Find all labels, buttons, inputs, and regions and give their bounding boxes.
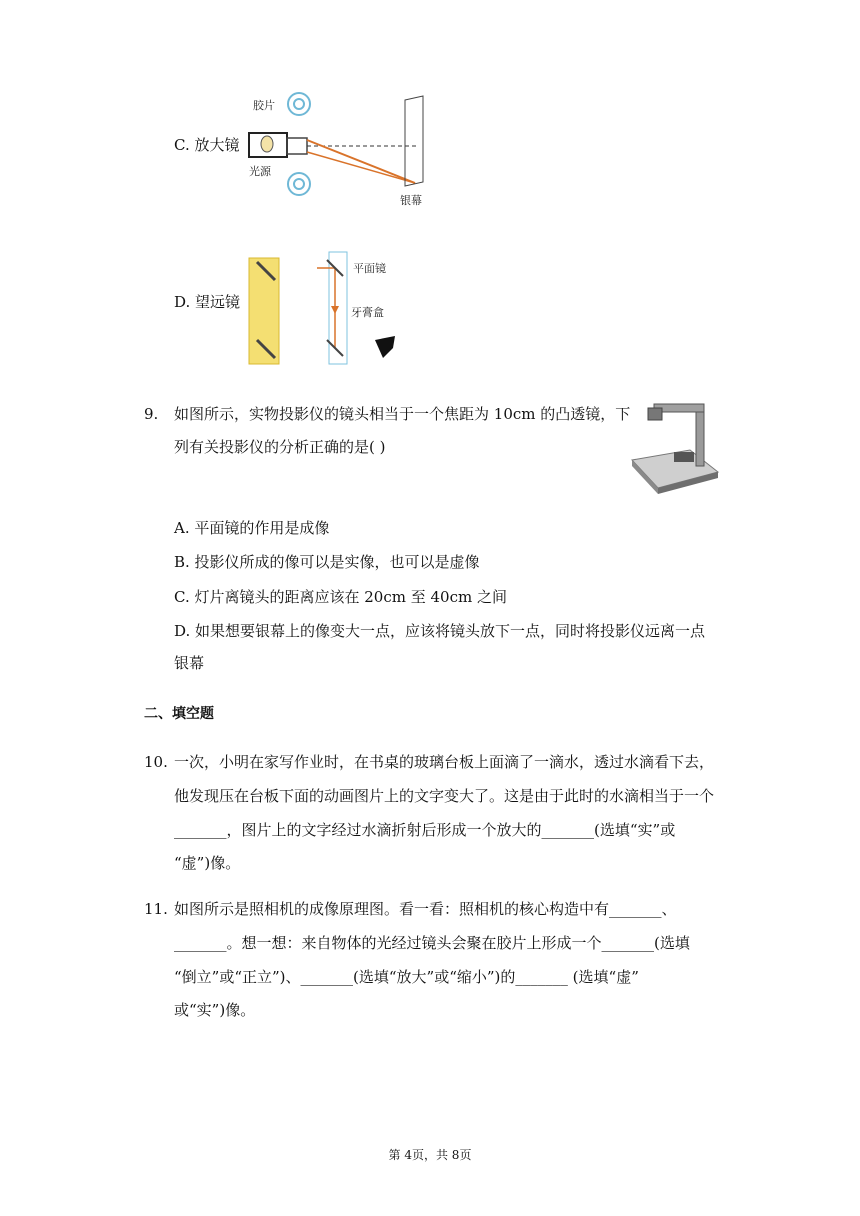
q10-line-4: “虚”)像。 — [174, 854, 241, 872]
q9-option-c: C. 灯片离镜头的距离应该在 20cm 至 40cm 之间 — [174, 588, 507, 606]
q9-option-b: B. 投影仪所成的像可以是实像，也可以是虚像 — [174, 553, 480, 571]
q10-line-3: _______，图片上的文字经过水滴折射后形成一个放大的_______(选填“实”或 — [174, 821, 676, 839]
film-label: 胶片 — [253, 99, 275, 112]
periscope-diagram — [243, 248, 413, 368]
q9-stem-line-2: 列有关投影仪的分析正确的是( ) — [174, 438, 386, 456]
option-d-label: D. 望远镜 — [174, 293, 241, 311]
projector-diagram — [245, 88, 445, 208]
visual-presenter-image — [630, 398, 720, 498]
q11-line-2: _______。想一想：来自物体的光经过镜头会聚在胶片上形成一个_______(选填 — [174, 934, 690, 952]
q11-line-3: “倒立”或“正立”)、_______(选填“放大”或“缩小”)的_______ (选填“虚” — [174, 968, 639, 986]
q11-number: 11. — [144, 900, 168, 918]
light-source-label: 光源 — [249, 165, 271, 178]
q9-option-a: A. 平面镜的作用是成像 — [174, 519, 330, 537]
screen-label: 银幕 — [400, 194, 422, 207]
q11-line-1: 如图所示是照相机的成像原理图。看一看：照相机的核心构造中有_______、 — [174, 900, 677, 918]
page-footer: 第 4页，共 8页 — [388, 1148, 472, 1162]
option-c-label: C. 放大镜 — [174, 136, 240, 154]
q10-number: 10. — [144, 753, 168, 771]
q10-line-2: 他发现压在台板下面的动画图片上的文字变大了。这是由于此时的水滴相当于一个 — [174, 787, 715, 805]
q9-option-d-continued: 银幕 — [174, 654, 205, 672]
q9-number: 9. — [144, 405, 159, 423]
mirror-label: 平面镜 — [353, 262, 386, 275]
q9-option-d: D. 如果想要银幕上的像变大一点，应该将镜头放下一点，同时将投影仪远离一点 — [174, 622, 706, 640]
box-label: 牙膏盒 — [351, 306, 384, 319]
q11-line-4: 或“实”)像。 — [174, 1001, 256, 1019]
section-title: 二、填空题 — [144, 706, 214, 722]
q9-stem-line-1: 如图所示，实物投影仪的镜头相当于一个焦距为 10cm 的凸透镜，下 — [174, 405, 631, 423]
q10-line-1: 一次，小明在家写作业时，在书桌的玻璃台板上面滴了一滴水，透过水滴看下去， — [174, 753, 715, 771]
